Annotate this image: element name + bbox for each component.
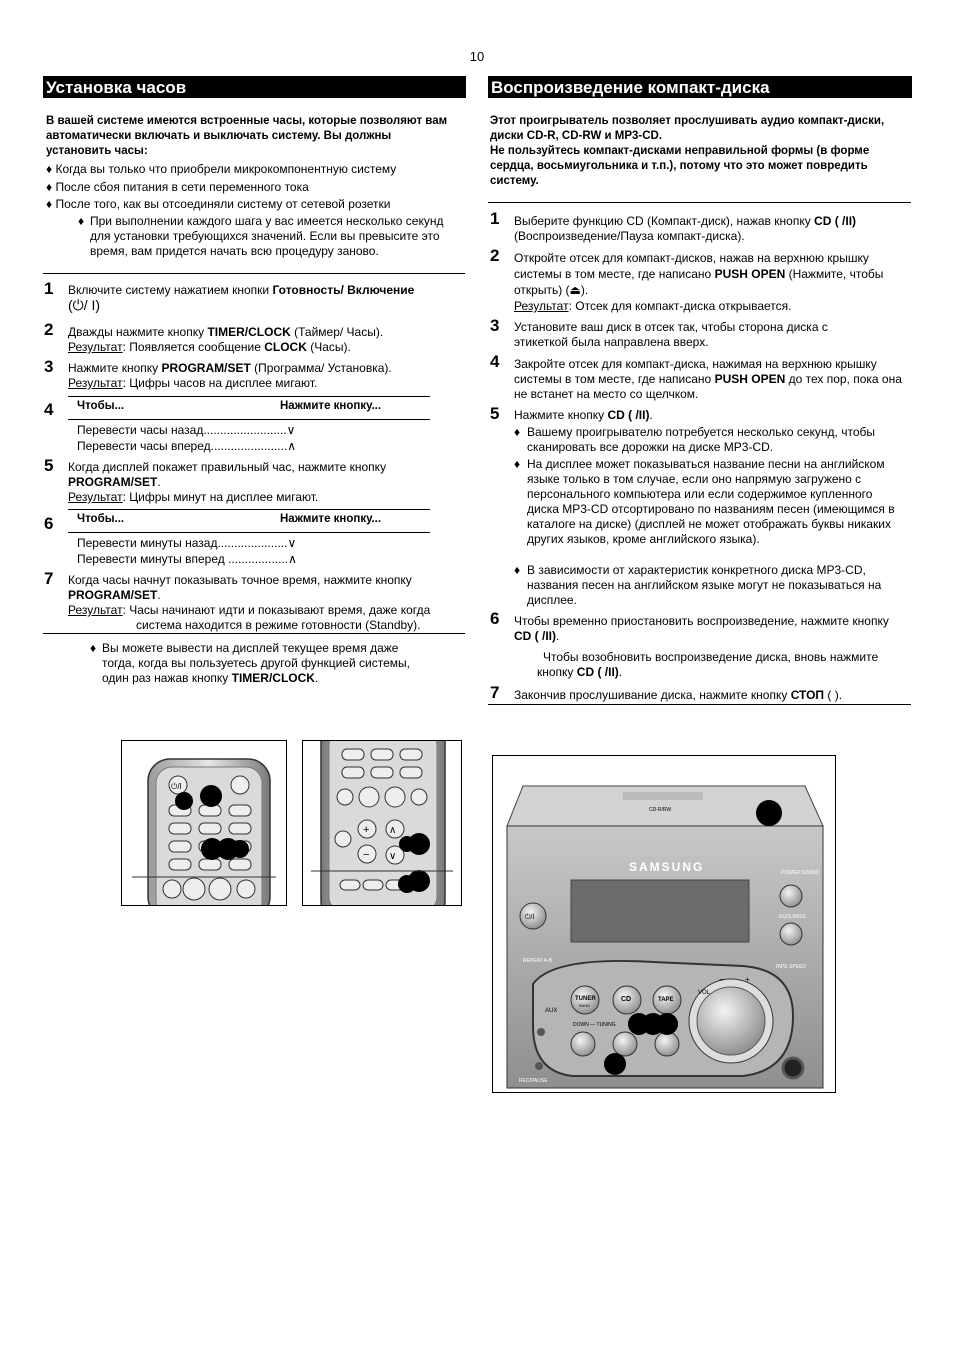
svg-text:⏻/I: ⏻/I (171, 782, 182, 791)
svg-text:−: − (363, 849, 370, 861)
left-divider-1 (43, 273, 465, 274)
table2-row1: Перевести минуты назад.....................∨ (77, 536, 297, 550)
left-step-6-number: 6 (44, 514, 54, 533)
right-step-5-number: 5 (490, 404, 500, 423)
left-divider-2 (43, 633, 465, 634)
svg-text:POWER SOUND: POWER SOUND (781, 870, 820, 876)
left-step-7-text: Когда часы начнут показывать точное время, нажмите кнопку PROGRAM/SET. Результат: Часы начинают идти и показывают время, даже когда система находится в режиме готовности (Standby). (68, 573, 431, 632)
svg-text:∧: ∧ (389, 825, 397, 836)
right-step-6-number: 6 (490, 609, 500, 628)
left-step-1-number: 1 (44, 279, 54, 298)
right-bullet-1: ♦ Вашему проигрывателю потребуется несколько секунд, чтобы сканировать все дорожки на диске MP3-CD. (514, 425, 875, 454)
right-step-7-text: Закончив прослушивание диска, нажмите кнопку СТОП ( ). (514, 688, 843, 702)
device-illustration (493, 756, 835, 1092)
right-intro-2: Не пользуйтесь компакт-дисками неправильной формы (в форме сердца, восьмиугольника и т.п.), потому что это может повредить систему. (490, 145, 870, 187)
remote-illustration-1 (122, 741, 286, 905)
svg-text:VOL: VOL (698, 990, 711, 996)
right-step-5-text: Нажмите кнопку CD ( /II). (514, 408, 653, 422)
svg-text:+: + (363, 824, 370, 836)
right-section-title: Воспроизведение компакт-диска (488, 76, 912, 98)
table1-col1-header: Чтобы... (77, 400, 125, 412)
remote-illustration-2 (303, 741, 461, 905)
left-step-2-number: 2 (44, 320, 54, 339)
svg-text:TAPE SPEED: TAPE SPEED (775, 964, 807, 970)
svg-text:BAND: BAND (579, 1003, 591, 1008)
svg-text:DOWN — TUNING: DOWN — TUNING (573, 1022, 616, 1028)
brand-logo: SAMSUNG (629, 860, 705, 874)
remote-figure-1 (121, 740, 287, 906)
table1-top-rule (68, 396, 430, 397)
left-sub-bullet: ♦ При выполнении каждого шага у вас имеется несколько секунд для установки требующихся значений. Если вы превысите это время, вам придется начать всю процедуру заново. (78, 214, 444, 258)
right-step-3-text: Установите ваш диск в отсек так, чтобы сторона диска с этикеткой была направлена вверх. (514, 320, 828, 349)
table2-row2: Перевести минуты вперед ..................∧ (77, 552, 297, 566)
right-step-3-number: 3 (490, 316, 500, 335)
page-number: 10 (469, 49, 485, 64)
left-note: ♦ Вы можете вывести на дисплей текущее время даже тогда, когда вы пользуетесь другой функцией системы, один раз нажав кнопку TIMER/CLOCK. (90, 641, 410, 685)
svg-text:AUX: AUX (545, 1008, 558, 1014)
right-step-6-note: Чтобы возобновить воспроизведение диска, вновь нажмите кнопку CD ( /II). (537, 650, 879, 679)
right-step-6-text: Чтобы временно приостановить воспроизведение, нажмите кнопку CD ( /II). (514, 614, 889, 643)
svg-text:REC/PAUSE: REC/PAUSE (519, 1078, 548, 1084)
left-bullet-2: ♦ После сбоя питания в сети переменного тока (46, 180, 309, 194)
svg-text:⏻/I: ⏻/I (525, 914, 535, 921)
left-step-5-text: Когда дисплей покажет правильный час, нажмите кнопку PROGRAM/SET. Результат: Цифры минут на дисплее мигают. (68, 460, 387, 504)
right-divider-2 (488, 704, 911, 705)
table2-col1-header: Чтобы... (77, 513, 125, 525)
svg-text:CD: CD (621, 996, 632, 1003)
svg-text:∨: ∨ (389, 851, 397, 862)
left-step-3-number: 3 (44, 357, 54, 376)
left-bullet-1: ♦ Когда вы только что приобрели микрокомпонентную систему (46, 162, 397, 176)
right-step-4-number: 4 (490, 352, 500, 371)
svg-text:−: − (719, 975, 724, 984)
left-bullet-3: ♦ После того, как вы отсоединяли систему от сетевой розетки (46, 197, 391, 211)
table1-row1: Перевести часы назад.........................∨ (77, 423, 296, 437)
right-step-1-text: Выберите функцию CD (Компакт-диск), нажав кнопку CD ( /II) (Воспроизведение/Пауза компакт-диска). (514, 214, 857, 243)
left-step-4-number: 4 (44, 400, 54, 419)
right-step-7-number: 7 (490, 683, 500, 702)
left-step-2-text: Дважды нажмите кнопку TIMER/CLOCK (Таймер/ Часы). Результат: Появляется сообщение CLOCK (Часы). (68, 325, 384, 354)
left-step-3-text: Нажмите кнопку PROGRAM/SET (Программа/ Установка). Результат: Цифры часов на дисплее мигают. (68, 361, 392, 390)
table2-col2-header: Нажмите кнопку... (280, 513, 382, 525)
left-step-1-text: Включите систему нажатием кнопки Готовность/ Включение (⏻/ I) (68, 283, 415, 313)
left-step-7-number: 7 (44, 569, 54, 588)
left-section-title: Установка часов (43, 76, 466, 98)
device-figure (492, 755, 836, 1093)
right-step-2-text: Откройте отсек для компакт-дисков, нажав на верхнюю крышку системы в том месте, где написано PUSH OPEN (Нажмите, чтобы открыть) (⏏). Результат: Отсек для компакт-диска открывается. (514, 251, 884, 313)
svg-text:TUNER: TUNER (575, 996, 596, 1002)
svg-text:TAPE: TAPE (658, 997, 674, 1003)
table2-top-rule (68, 509, 430, 510)
table1-col2-header: Нажмите кнопку... (280, 400, 382, 412)
left-intro: В вашей системе имеются встроенные часы, которые позволяют вам автоматически включать и выключать систему. Вы должны установить часы: (46, 115, 448, 157)
svg-text:CD-R/RW: CD-R/RW (649, 807, 672, 813)
table2-mid-rule (68, 532, 430, 533)
left-step-5-number: 5 (44, 456, 54, 475)
right-step-1-number: 1 (490, 209, 500, 228)
svg-text:+: + (745, 975, 750, 984)
right-bullet-3: ♦ В зависимости от характеристик конкретного диска MP3-CD, названия песен на английском языке могут не показываться на дисплее. (514, 563, 882, 607)
table1-row2: Перевести часы вперед.......................∧ (77, 439, 297, 453)
table1-mid-rule (68, 419, 430, 420)
svg-text:EQ/S.BASS: EQ/S.BASS (779, 914, 806, 920)
right-intro-1: Этот проигрыватель позволяет прослушивать аудио компакт-диски, диски CD-R, CD-RW и MP3-CD. (490, 115, 885, 142)
right-step-4-text: Закройте отсек для компакт-диска, нажимая на верхнюю крышку системы в том месте, где написано PUSH OPEN до тех пор, пока она не встанет на место со щелчком. (514, 357, 902, 401)
svg-text:REPEAT A-B: REPEAT A-B (523, 958, 552, 964)
right-divider-1 (488, 202, 911, 203)
right-step-2-number: 2 (490, 246, 500, 265)
right-bullet-2: ♦ На дисплее может показываться название песни на английском языке только в том случае, если оно напрямую загружено с персонального компьютера или если содержимое купленного диска MP3-CD отсортировано по названиям песен (имеющимся в каталоге на диске) (дисплей не может отображать буквы никаких других языков, кроме английского языка). (514, 457, 895, 546)
remote-figure-2 (302, 740, 462, 906)
